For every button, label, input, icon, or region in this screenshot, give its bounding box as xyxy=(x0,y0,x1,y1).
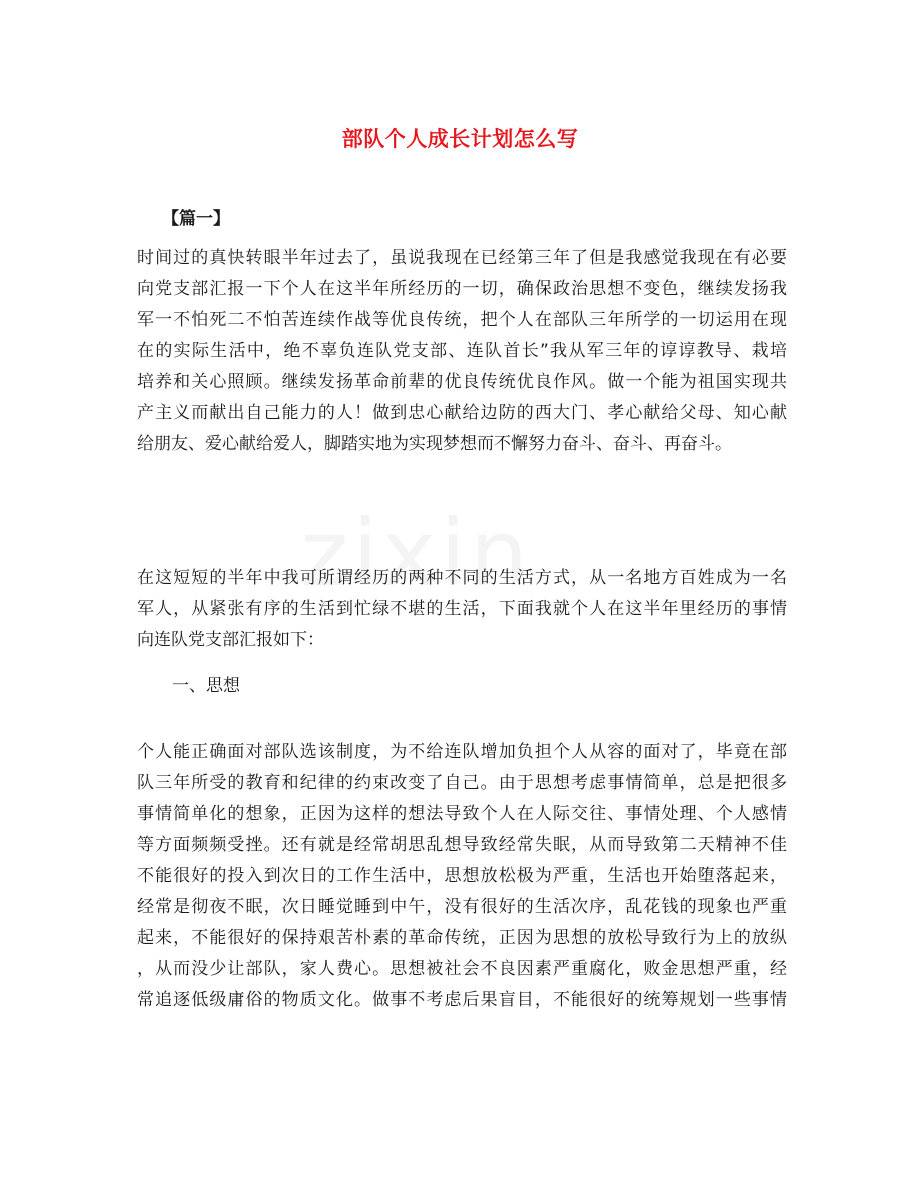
paragraph-3 xyxy=(137,737,787,1016)
paragraph-line: 起来，不能很好的保持艰苦朴素的革命传统，正因为思想的放松导致行为上的放纵 xyxy=(137,928,787,948)
paragraph-line: 在的实际生活中，绝不辜负连队党支部、连队首长”我从军三年的谆谆教导、栽培 xyxy=(137,341,787,361)
paragraph-line: 产主义而献出自己能力的人！做到忠心献给边防的西大门、孝心献给父母、知心献 xyxy=(137,403,787,423)
paragraph-line: 个人能正确面对部队选该制度，为不给连队增加负担个人从容的面对了，毕竟在部 xyxy=(137,742,787,762)
paragraph-2 xyxy=(137,563,787,656)
document-title: 部队个人成长计划怎么写 xyxy=(341,127,579,151)
paragraph-line: 向党支部汇报一下个人在这半年所经历的一切，确保政治思想不变色，继续发扬我 xyxy=(137,279,787,299)
paragraph-line: 在这短短的半年中我可所谓经历的两种不同的生活方式，从一名地方百姓成为一名 xyxy=(137,568,787,588)
paragraph-1 xyxy=(137,243,787,460)
paragraph-line: ，从而没少让部队，家人费心。思想被社会不良因素严重腐化，败金思想严重，经 xyxy=(137,959,787,979)
paragraph-line: 时间过的真快转眼半年过去了，虽说我现在已经第三年了但是我感觉我现在有必要 xyxy=(137,248,787,268)
paragraph-line: 军一不怕死二不怕苦连续作战等优良传统，把个人在部队三年所学的一切运用在现 xyxy=(137,310,787,330)
subheading-thought: 一、思想 xyxy=(172,676,240,696)
paragraph-line: 队三年所受的教育和纪律的约束改变了自己。由于思想考虑事情简单，总是把很多 xyxy=(137,773,787,793)
paragraph-line: 经常是彻夜不眠，次日睡觉睡到中午，没有很好的生活次序，乱花钱的现象也严重 xyxy=(137,897,787,917)
paragraph-line: 事情简单化的想象，正因为这样的想法导致个人在人际交往、事情处理、个人感情 xyxy=(137,804,787,824)
paragraph-line: 军人，从紧张有序的生活到忙绿不堪的生活，下面我就个人在这半年里经历的事情 xyxy=(137,599,787,619)
paragraph-line: 向连队党支部汇报如下： xyxy=(137,630,324,650)
section-label: 【篇一】 xyxy=(162,209,230,229)
paragraph-line: 培养和关心照顾。继续发扬革命前辈的优良传统优良作风。做一个能为祖国实现共 xyxy=(137,372,787,392)
paragraph-line: 给朋友、爱心献给爱人，脚踏实地为实现梦想而不懈努力奋斗、奋斗、再奋斗。 xyxy=(137,434,732,454)
paragraph-line: 常追逐低级庸俗的物质文化。做事不考虑后果盲目，不能很好的统筹规划一些事情 xyxy=(137,990,787,1010)
paragraph-line: 不能很好的投入到次日的工作生活中，思想放松极为严重，生活也开始堕落起来， xyxy=(137,866,787,886)
paragraph-line: 等方面频频受挫。还有就是经常胡思乱想导致经常失眠，从而导致第二天精神不佳 xyxy=(137,835,787,855)
